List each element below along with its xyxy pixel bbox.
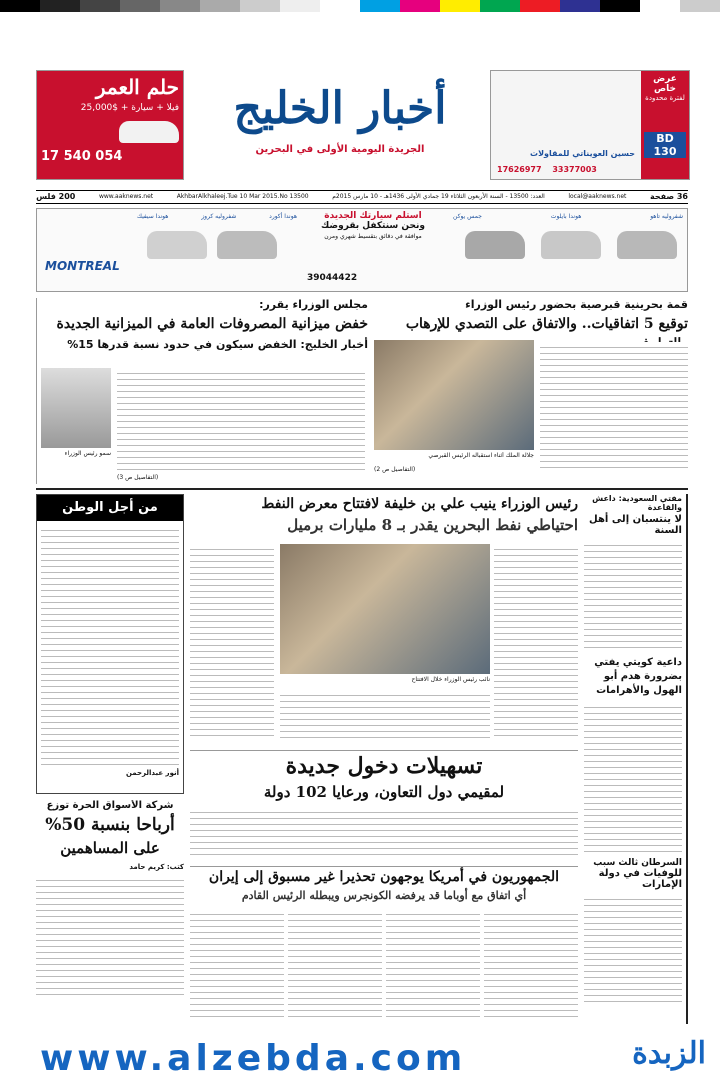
info-price: 200 فلس [36, 192, 76, 201]
iran-subhead: أي اتفاق مع أوباما قد يرفضه الكونجرس ويبطله الرئيس القادم [241, 889, 527, 902]
color-swatch [560, 0, 600, 12]
ad-left-line: فيلا + سيارة + $25,000 [80, 103, 179, 113]
ad-right-phone2: 33377003 [552, 165, 597, 174]
markets-kicker: شركة الأسواق الحرة توزع [46, 800, 174, 811]
budget-subhead: أخبار الخليج: الخفض سيكون في حدود نسبة قدرها 15% [67, 338, 368, 351]
color-swatch [360, 0, 400, 12]
top-story-kicker: قمة بحرينية قبرصية بحضور رئيس الوزراء [465, 298, 688, 311]
color-swatch [120, 0, 160, 12]
masthead-ad-left[interactable] [36, 70, 184, 180]
ad-right-price: BD 130 [644, 132, 686, 158]
banner-ad-sub: موافقة في دقائق بتقسيط شهري ومرن [324, 233, 422, 240]
oil-headline: رئيس الوزراء ينيب علي بن خليفة لافتتاح معرض النفط [261, 496, 578, 512]
banner-ad-models-left [137, 213, 297, 220]
visa-subhead: لمقيمي دول التعاون، ورعايا 102 دولة [263, 783, 505, 801]
info-english: AkhbarAlkhaleej.Tue 10 Mar 2015.No 13500 [176, 193, 309, 200]
masthead-ad-right[interactable] [490, 70, 690, 180]
watermark-url: www.alzebda.com [40, 1038, 467, 1079]
top-story-photo [374, 340, 534, 450]
banner-ad-headline-box [307, 211, 439, 240]
column-body [41, 525, 179, 765]
markets-body [36, 875, 184, 995]
budget-story [36, 298, 368, 484]
budget-headline: خفض ميزانية المصروفات العامة في الميزانية الجديدة [56, 316, 368, 332]
banner-car [541, 231, 601, 259]
top-story [374, 298, 688, 484]
banner-ad-company: MONTREAL [45, 259, 120, 273]
oil-body-left [190, 544, 274, 739]
ad-left-phone: 17 540 054 [41, 149, 123, 164]
info-page-count: 36 صفحة [649, 192, 688, 201]
sidebar-right [584, 494, 688, 1024]
color-swatch [440, 0, 480, 12]
top-story-headline: توقيع 5 اتفاقيات.. والاتفاق على التصدي للإرهاب [405, 316, 688, 332]
oil-body-right [494, 544, 578, 739]
column-title: من أجل الوطن [62, 500, 158, 515]
banner-ad-cars[interactable] [36, 208, 688, 292]
ad-right-header [641, 71, 689, 180]
column-title-box [37, 495, 183, 521]
sidebar-item1-headline: لا ينتسبان إلى أهل السنة [589, 514, 682, 536]
color-swatch [520, 0, 560, 12]
banner-car [147, 231, 207, 259]
color-swatch [80, 0, 120, 12]
oil-body-bottom [280, 690, 490, 740]
top-story-caption: جلالة الملك أثناء استقباله الرئيس القبرصي [428, 452, 534, 459]
budget-credit: (التفاصيل ص 3) [117, 474, 159, 481]
info-bar [36, 190, 688, 204]
top-story-credit: (التفاصيل ص 2) [374, 466, 416, 473]
color-swatch [480, 0, 520, 12]
banner-model: شفروليه تاهو [650, 213, 683, 220]
color-swatch [600, 0, 640, 12]
print-color-bar [0, 0, 720, 12]
column-left [36, 494, 184, 794]
sidebar-item1-body [584, 540, 682, 650]
top-story-body [540, 342, 688, 472]
sidebar-item3-body [584, 894, 682, 1004]
banner-car [465, 231, 525, 259]
banner-car [217, 231, 277, 259]
banner-ad-phone: 39044422 [307, 273, 358, 283]
budget-photo [41, 368, 111, 448]
color-swatch [680, 0, 720, 12]
oil-photo [280, 544, 490, 674]
banner-model: شفروليه كروز [201, 213, 237, 220]
banner-ad-models [453, 213, 683, 220]
budget-kicker: مجلس الوزراء يقرر: [259, 298, 368, 311]
visa-story [190, 750, 578, 860]
sidebar-item3-kicker: السرطان ثالث سبب [593, 858, 682, 868]
section-divider [36, 488, 688, 490]
iran-headline: الجمهوريون في أمريكا يوجهون تحذيرا غير مسبوق إلى إيران [208, 869, 560, 885]
sidebar-item3-headline: للوفيات في دولة الإمارات [598, 868, 682, 890]
column-author: أنور عبدالرحمن [126, 769, 179, 777]
color-swatch [400, 0, 440, 12]
banner-model: جمس يوكن [453, 213, 482, 220]
ad-right-company: حسين العويناتي للمقاولات [530, 149, 635, 158]
visa-body [190, 807, 578, 857]
banner-model: هوندا بايلوت [550, 213, 582, 220]
color-swatch [280, 0, 320, 12]
oil-subhead: احتياطي نفط البحرين يقدر بـ 8 مليارات برميل [287, 516, 578, 534]
markets-headline: أرباحا بنسبة 50% [45, 815, 175, 835]
ad-left-car [119, 121, 179, 143]
budget-body [117, 368, 365, 472]
color-swatch [320, 0, 360, 12]
budget-caption: سمو رئيس الوزراء [64, 450, 111, 457]
ad-right-title: عرض خاص [653, 74, 677, 94]
watermark-footer [0, 1034, 720, 1084]
color-swatch [200, 0, 240, 12]
markets-story [36, 800, 184, 1026]
ad-right-subtitle: لفترة محدودة [645, 94, 685, 102]
info-email: local@aaknews.net [568, 193, 627, 200]
oil-story [190, 494, 578, 744]
color-swatch [160, 0, 200, 12]
info-website: www.aaknews.net [98, 193, 154, 200]
banner-ad-headline1: استلم سيارتك الجديدة [324, 211, 422, 221]
markets-subhead: على المساهمين [60, 839, 160, 857]
markets-byline: كتب: كريم حامد [129, 863, 184, 871]
visa-headline: تسهيلات دخول جديدة [285, 753, 483, 779]
watermark-brand: الزبدة [632, 1036, 706, 1071]
color-swatch [40, 0, 80, 12]
color-swatch [0, 0, 40, 12]
masthead-title: أخبار الخليج [233, 83, 447, 134]
sidebar-item2-headline: داعية كويتي يفتي بضرورة هدم أبو الهول والأهرامات [594, 657, 682, 696]
iran-body [190, 909, 578, 1017]
banner-model: هوندا سيفيك [137, 213, 169, 220]
ad-left-title: حلم العمر [95, 75, 179, 99]
iran-story [190, 866, 578, 1026]
banner-model: هوندا أكورد [269, 213, 297, 220]
masthead-tagline: الجريدة اليومية الأولى في البحرين [255, 144, 425, 155]
sidebar-item1-kicker: مفتي السعودية: داعش والقاعدة [592, 494, 682, 512]
info-issue: العدد: 13500 - السنة الأربعون الثلاثاء 19 جمادي الأولى 1436هـ - 10 مارس 2015م [332, 193, 545, 200]
banner-ad-headline2: ونحن سنتكفل بقروضك [321, 221, 425, 231]
ad-right-phones [497, 165, 597, 174]
oil-caption: نائب رئيس الوزراء خلال الافتتاح [411, 676, 490, 683]
ad-right-phone1: 17626977 [497, 165, 542, 174]
masthead [200, 62, 480, 184]
sidebar-item2-body [584, 702, 682, 852]
banner-car [617, 231, 677, 259]
color-swatch [640, 0, 680, 12]
color-swatch [240, 0, 280, 12]
